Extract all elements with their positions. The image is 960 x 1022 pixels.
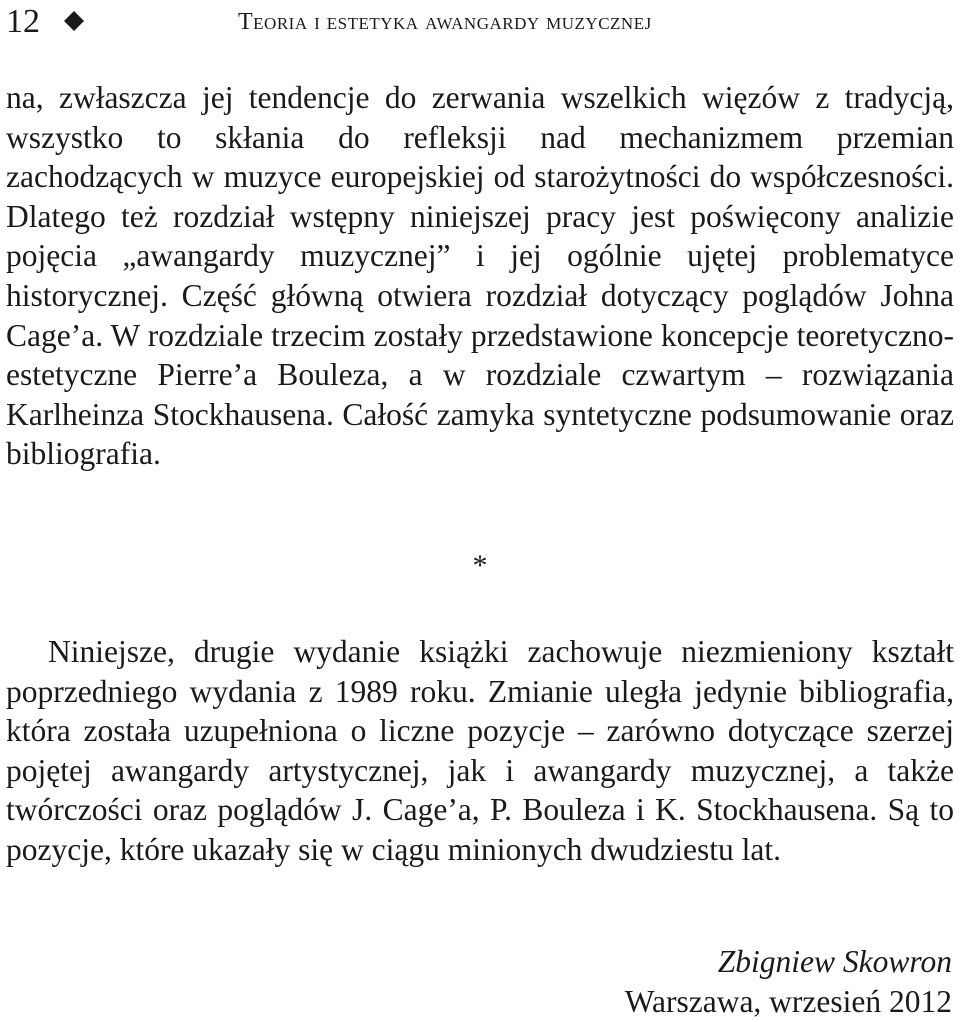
page-number: 12 [6, 3, 40, 40]
signature-block [625, 942, 952, 1022]
place-and-date: Warszawa, wrzesień 2012 [624, 984, 952, 1019]
author-name: Zbigniew Skowron [717, 944, 952, 979]
page-header [6, 0, 954, 44]
diamond-icon [64, 11, 84, 31]
body-paragraph-continuation: na, zwłaszcza jej tendencje do zerwania wszelkich więzów z tradycją, wszystko to skłania do refleksji nad mechanizmem przemian zachodzących w muzyce europejskiej od starożytności do współczesności. Dlatego też rozdział wstępny niniejszej pracy jest poświęcony analizie pojęcia „awangardy muzycznej” i jej ogólnie ujętej problematyce historycznej. Część główną otwiera rozdział dotyczący poglądów Johna Cage’a. W rozdziale trzecim zostały przedstawione koncepcje teoretyczno-estetyczne Pierre’a Bouleza, a w rozdziale czwartym – rozwiązania Karlheinza Stockhausena. Całość zamyka syntetyczne podsumowanie oraz bibliografia. [6, 80, 954, 472]
running-title: Teoria i estetyka awangardy muzycznej [238, 9, 652, 35]
paragraph-text: Niniejsze, drugie wydanie książki zachowuje niezmieniony kształt poprzedniego wydania z 1989 roku. Zmianie uległa jedynie bibliografia, która została uzupełniona o liczne pozycje – zarówno dotyczące szerzej pojętej awangardy artystycznej, jak i awangardy muzycznej, a także twórczości oraz poglądów J. Cage’a, P. Bouleza i K. Stockhausena. Są to pozycje, które ukazały się w ciągu minionych dwudziestu lat. [6, 634, 954, 867]
body-paragraph-second-edition [6, 632, 954, 870]
section-break-asterisk: * [472, 549, 488, 582]
